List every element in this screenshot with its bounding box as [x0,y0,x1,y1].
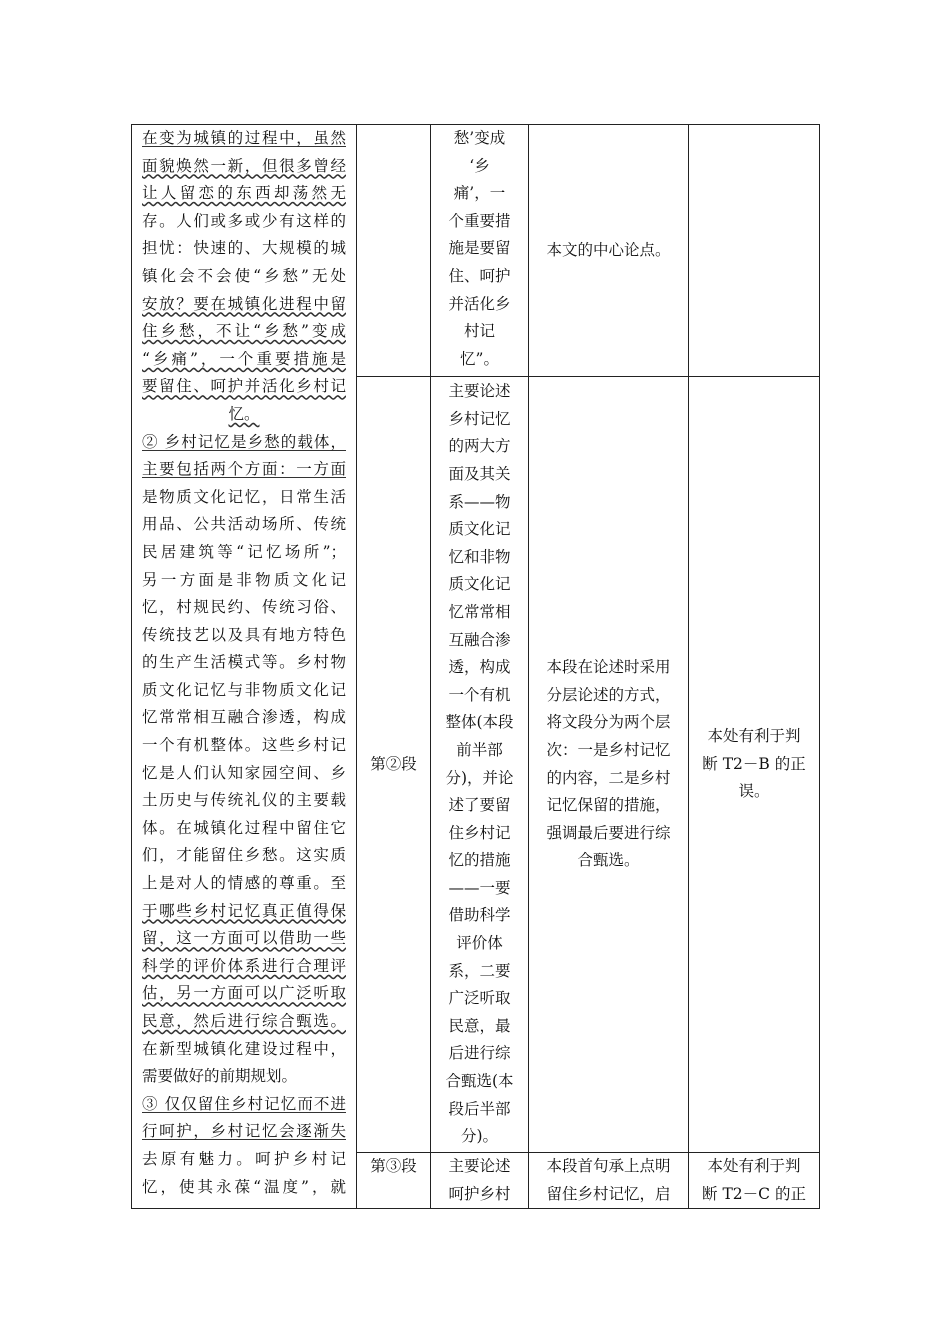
passage-line: 于哪些乡村记忆真正值得保 [142,901,346,920]
row1-note-cell [689,125,820,377]
passage-line: 是物质文化记忆，日常生活 [142,487,346,506]
passage-line: 们，才能留住乡愁。这实质 [142,846,346,865]
passage-line: 去原有魅力。呵护乡村记 [142,1149,346,1168]
passage-line: 要留住、呵护并活化乡村记 [142,377,346,396]
passage-text-cell [132,125,357,1209]
passage-line: 面貌焕然一新，但很多曾经 [142,156,346,175]
row3-note-cell: 本处有利于判 断 T2－C 的正 [689,1153,820,1209]
row3-label-cell: 第③段 [357,1153,431,1209]
row2-note-cell: 本处有利于判 断 T2－B 的正 误。 [689,377,820,1153]
passage-line: ③ 仅仅留住乡村记忆而不进 [142,1094,346,1113]
row2-label-cell: 第②段 [357,377,431,1153]
passage-line: 民意，然后进行综合甄选。 [142,1012,346,1030]
passage-line: 担忧：快速的、大规模的城 [142,239,346,258]
passage-line: 的生产生活模式等。乡村物 [142,653,346,672]
passage-line: 需要做好的前期规划。 [142,1067,298,1086]
row3-analysis-cell: 本段首句承上点明 留住乡村记忆，启 [529,1153,689,1209]
passage-line: 体。在城镇化过程中留住它 [142,818,346,837]
passage-line: 镇化会不会使“乡愁”无处 [142,266,346,285]
passage-line: 忆。 [228,404,260,423]
row1-analysis-cell: 本文的中心论点。 [529,125,689,377]
passage-line: 忆是人们认知家园空间、乡 [142,763,346,782]
passage-line: 主要包括两个方面：一方面 [142,460,346,479]
row1-label-cell [357,125,431,377]
passage-line: 土历史与传统礼仪的主要载 [142,791,346,810]
passage-line: 安放？要在城镇化进程中留 [142,294,346,313]
passage-line: 存。人们或多或少有这样的 [142,211,346,230]
passage-line: 上是对人的情感的尊重。至 [142,874,346,893]
passage-line: “乡痛”，一个重要措施是 [142,349,346,368]
row2-analysis-cell: 本段在论述时采用 分层论述的方式， 将文段分为两个层 次：一是乡村记忆 的内容，二是乡村 记忆保留的措施， 强调最后要进行综 合甄选。 [529,377,689,1153]
passage-line: 忆常常相互融合渗透，构成 [142,708,346,727]
passage-line: 忆，村规民约、传统习俗、 [142,598,346,617]
row2-summary-cell: 主要论述 乡村记忆 的两大方 面及其关 系——物 质文化记 忆和非物 质文化记 忆常常相 互融合渗 透，构成 一个有机 整体(本段 前半部 分)，并论 述了要留 住乡村记 忆的措施 ——一要 借助科学 评价体 系，二要 广泛听取 民意，最 后进行综 合甄选(本 段后半部 分)。 [431,377,529,1153]
passage-line: 科学的评价体系进行合理评 [142,956,346,975]
row3-summary-cell: 主要论述 呵护乡村 [431,1153,529,1209]
passage-line: ② 乡村记忆是乡愁的载体， [142,432,346,451]
passage-line: 一个有机整体。这些乡村记 [142,736,346,755]
passage-line: 另一方面是非物质文化记 [142,570,346,589]
row1-summary-cell: 愁’变成 ‘乡 痛’，一 个重要措 施是要留 住、呵护 并活化乡 村记 忆”。 [431,125,529,377]
passage-line: 在变为城镇的过程中，虽然 [142,129,346,147]
passage-line: 在新型城镇化建设过程中， [142,1039,346,1058]
passage-line: 质文化记忆与非物质文化记 [142,680,346,699]
passage-line: 留，这一方面可以借助一些 [142,929,346,948]
passage-line: 传统技艺以及具有地方特色 [142,625,346,644]
passage-line: 用品、公共活动场所、传统 [142,515,346,534]
passage-line: 忆，使其永葆“温度”，就 [142,1177,346,1196]
passage-line: 住乡愁，不让“乡愁”变成 [142,322,346,341]
passage-line: 让人留恋的东西却荡然无 [142,184,346,203]
passage-line: 民居建筑等“记忆场所”； [142,542,346,561]
analysis-table [131,124,820,1209]
passage-line: 估，另一方面可以广泛听取 [142,984,346,1003]
passage-line: 行呵护，乡村记忆会逐渐失 [142,1122,346,1141]
